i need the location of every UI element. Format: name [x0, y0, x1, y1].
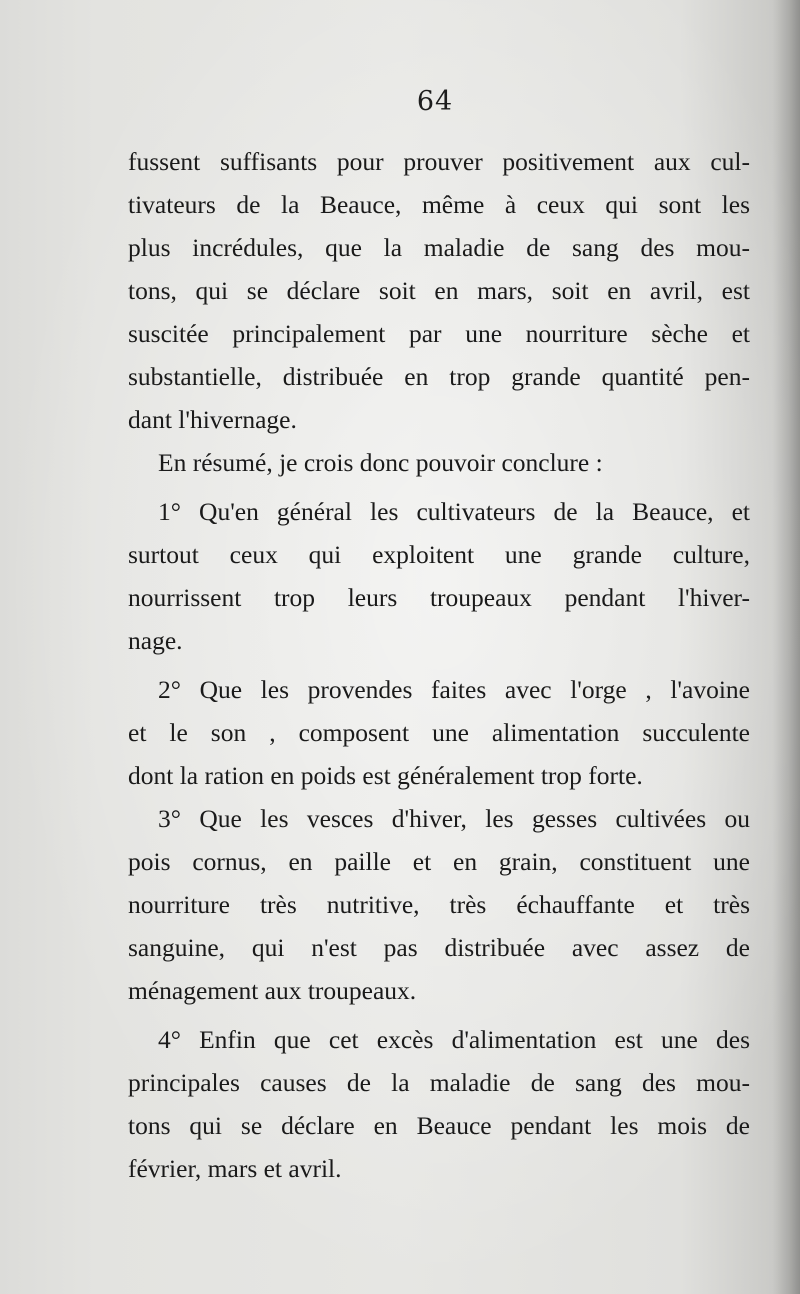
page-number: 64: [416, 86, 454, 117]
text-line: plus incrédules, que la maladie de sang des mou-: [128, 233, 750, 262]
text-line: 1° Qu'en général les cultivateurs de la Beauce, et: [158, 497, 750, 526]
text-line: 3° Que les vesces d'hiver, les gesses cultivées ou: [158, 804, 750, 833]
text-line: tons qui se déclare en Beauce pendant les mois de: [128, 1111, 750, 1140]
paragraph-point-2: [128, 668, 750, 797]
page-edge-shadow: [772, 0, 800, 1294]
text-line: substantielle, distribuée en trop grande quantité pen-: [128, 362, 750, 391]
text-line: nage.: [128, 626, 183, 655]
text-line: tons, qui se déclare soit en mars, soit en avril, est: [128, 276, 750, 305]
text-line: pois cornus, en paille et en grain, constituent une: [128, 847, 750, 876]
paragraph-point-4: [128, 1018, 750, 1190]
body-text: [128, 140, 750, 1190]
text-line: dant l'hivernage.: [128, 405, 297, 434]
text-line: fussent suffisants pour prouver positivement aux cul-: [128, 147, 750, 176]
text-line: février, mars et avril.: [128, 1154, 342, 1183]
text-line: suscitée principalement par une nourriture sèche et: [128, 319, 750, 348]
text-line: En résumé, je crois donc pouvoir conclure :: [158, 448, 603, 477]
text-line: 2° Que les provendes faites avec l'orge , l'avoine: [158, 675, 750, 704]
text-line: dont la ration en poids est généralement trop forte.: [128, 761, 643, 790]
text-line: et le son , composent une alimentation succulente: [128, 718, 750, 747]
text-line: principales causes de la maladie de sang des mou-: [128, 1068, 750, 1097]
text-line: 4° Enfin que cet excès d'alimentation est une des: [158, 1025, 750, 1054]
paragraph-resume: [128, 441, 750, 484]
paragraph-point-1: [128, 490, 750, 662]
text-line: tivateurs de la Beauce, même à ceux qui sont les: [128, 190, 750, 219]
text-line: sanguine, qui n'est pas distribuée avec assez de: [128, 933, 750, 962]
text-line: nourriture très nutritive, très échauffante et très: [128, 890, 750, 919]
paragraph-intro: [128, 140, 750, 441]
paragraph-point-3: [128, 797, 750, 1012]
text-line: nourrissent trop leurs troupeaux pendant l'hiver-: [128, 583, 750, 612]
text-line: ménagement aux troupeaux.: [128, 976, 417, 1005]
text-line: surtout ceux qui exploitent une grande culture,: [128, 540, 750, 569]
